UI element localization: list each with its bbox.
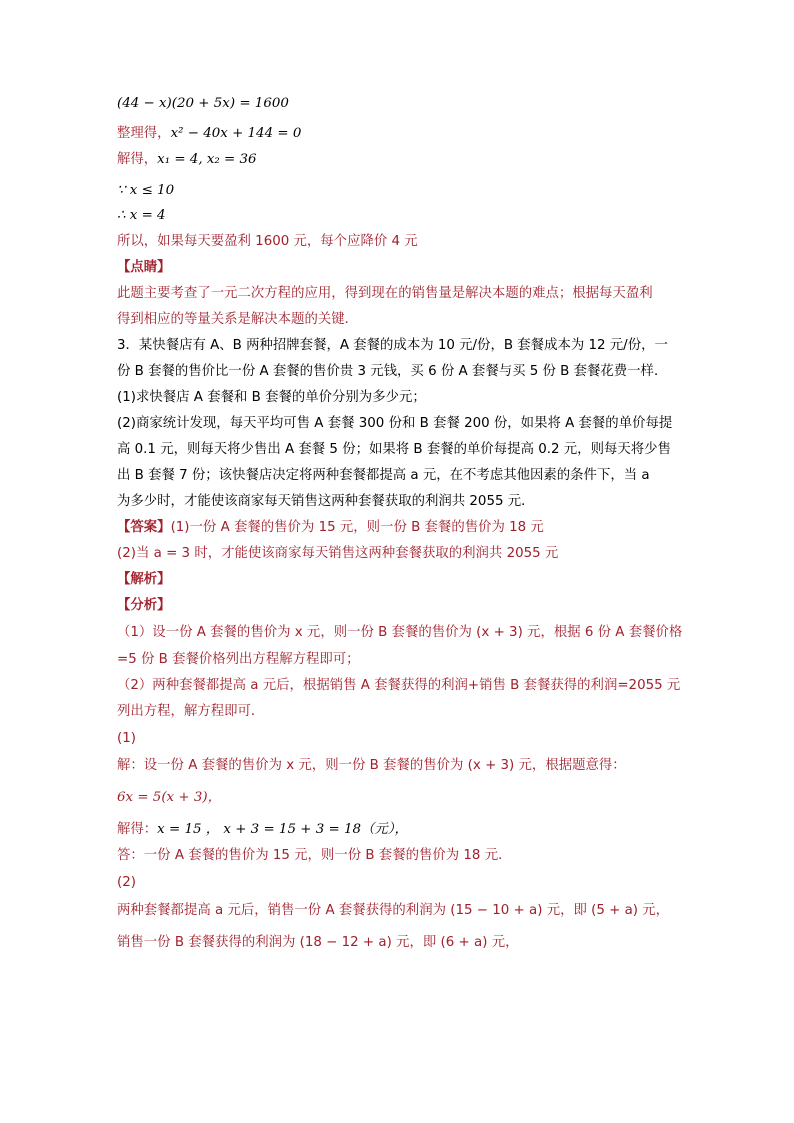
answer-line-1: 【答案】(1)一份 A 套餐的售价为 15 元，则一份 B 套餐的售价为 18 元 — [117, 520, 544, 535]
question-line-1: 3．某快餐店有 A、B 两种招牌套餐，A 套餐的成本为 10 元/份，B 套餐成本为 12 元/份，一 — [117, 338, 668, 353]
answer-line-2: (2)当 a = 3 时，才能使该商家每天销售这两种套餐获取的利润共 2055 元 — [117, 546, 559, 561]
section-heading-fenxi: 【分析】 — [117, 598, 171, 613]
question-line-2: 份 B 套餐的售价比一份 A 套餐的售价贵 3 元钱，买 6 份 A 套餐与买 5 份 B 套餐花费一样． — [117, 364, 668, 379]
analysis-line-3: （2）两种套餐都提高 a 元后，根据销售 A 套餐获得的利润+销售 B 套餐获得的利润=2055 元 — [117, 678, 681, 693]
solution-2-line-2: 销售一份 B 套餐获得的利润为 (18 − 12 + a) 元，即 (6 + a) 元， — [117, 935, 519, 950]
analysis-line-4: 列出方程，解方程即可． — [117, 704, 265, 719]
question-line-6: 出 B 套餐 7 份；该快餐店决定将两种套餐都提高 a 元，在不考虑其他因素的条件下，当 a — [117, 468, 650, 483]
question-line-4: (2)商家统计发现，每天平均可售 A 套餐 300 份和 B 套餐 200 份，如果将 A 套餐的单价每提 — [117, 416, 673, 431]
question-line-3: (1)求快餐店 A 套餐和 B 套餐的单价分别为多少元； — [117, 390, 426, 405]
section-heading-jiexi: 【解析】 — [117, 572, 171, 587]
conclusion-line: ∴ x = 4 — [117, 208, 166, 223]
question-line-7: 为多少时，才能使该商家每天销售这两种套餐获取的利润共 2055 元． — [117, 494, 535, 509]
solution-1-answer: 答：一份 A 套餐的售价为 15 元，则一份 B 套餐的售价为 18 元． — [117, 848, 512, 863]
solution-1-line-1: 解：设一份 A 套餐的售价为 x 元，则一份 B 套餐的售价为 (x + 3) 元，根据题意得： — [117, 758, 626, 773]
equation-line: (44 − x)(20 + 5x) = 1600 — [117, 96, 289, 111]
dianjing-text-2: 得到相应的等量关系是解决本题的关键． — [117, 312, 359, 327]
analysis-line-1: （1）设一份 A 套餐的售价为 x 元，则一份 B 套餐的售价为 (x + 3) 元，根据 6 份 A 套餐价格 — [117, 625, 683, 640]
solution-part-2-label: (2) — [117, 875, 136, 890]
dianjing-text-1: 此题主要考查了一元二次方程的应用，得到现在的销售量是解决本题的难点；根据每天盈利 — [117, 286, 653, 301]
solution-1-result: 解得：x = 15 ， x + 3 = 15 + 3 = 18（元）， — [117, 822, 408, 837]
result-line: 所以，如果每天要盈利 1600 元，每个应降价 4 元 — [117, 234, 418, 249]
section-heading-dianjing: 【点睛】 — [117, 260, 171, 275]
solve-line: 解得，x₁ = 4, x₂ = 36 — [117, 152, 257, 167]
solution-2-line-1: 两种套餐都提高 a 元后，销售一份 A 套餐获得的利润为 (15 − 10 + a) 元，即 (5 + a) 元， — [117, 903, 670, 918]
solution-part-1-label: (1) — [117, 731, 136, 746]
solution-1-equation: 6x = 5(x + 3)， — [117, 790, 221, 805]
simplify-line: 整理得，x² − 40x + 144 = 0 — [117, 126, 302, 141]
analysis-line-2: =5 份 B 套餐价格列出方程解方程即可； — [117, 652, 360, 667]
question-line-5: 高 0.1 元，则每天将少售出 A 套餐 5 份；如果将 B 套餐的单价每提高 0.2 元，则每天将少售 — [117, 442, 671, 457]
condition-line: ∵ x ≤ 10 — [117, 183, 175, 198]
